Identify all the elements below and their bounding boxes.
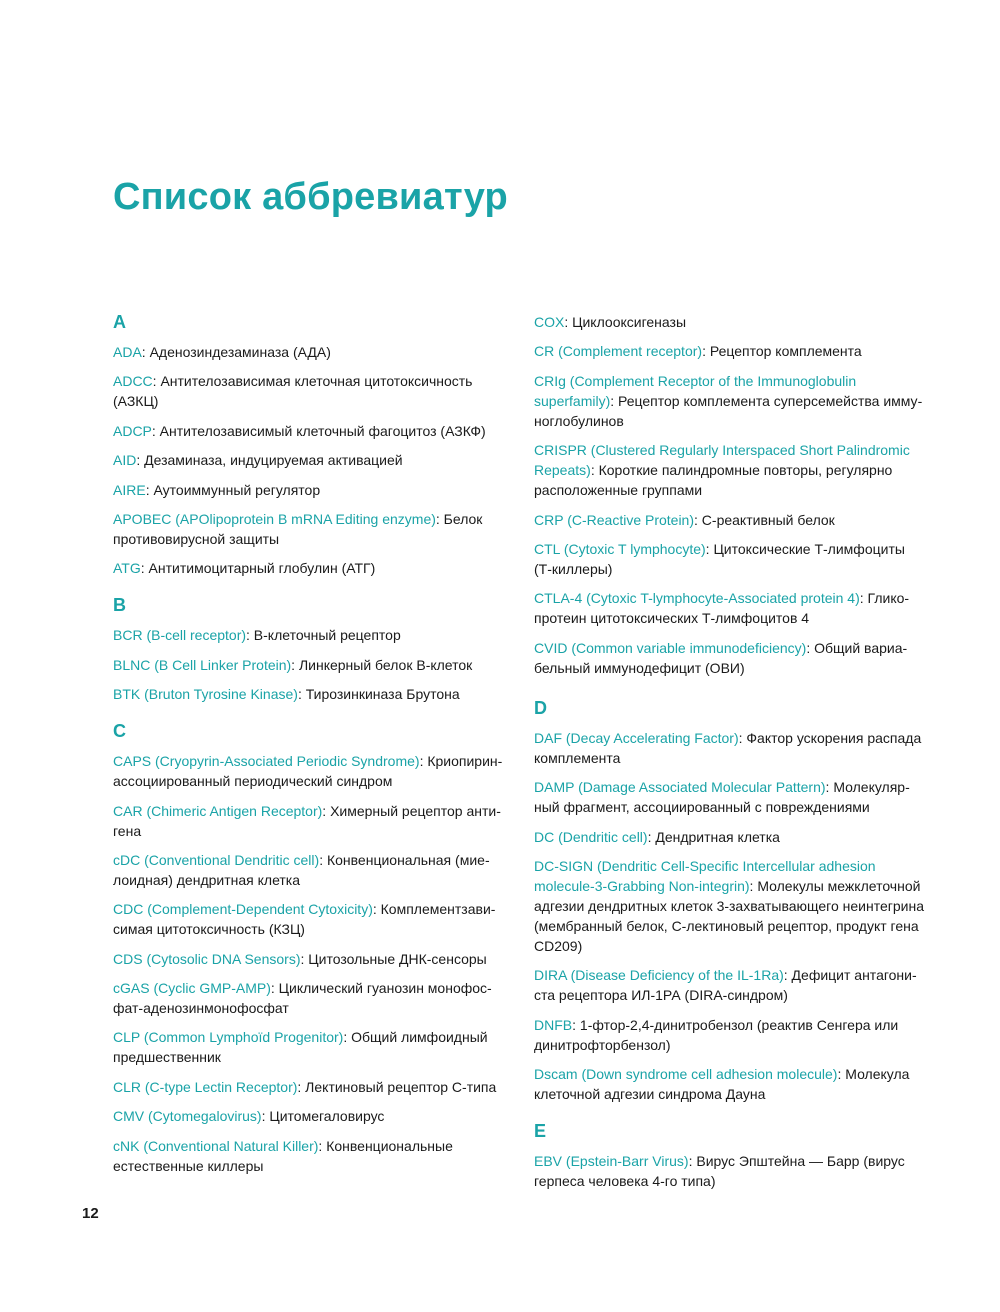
abbreviation-term: ADA [113,344,142,360]
glossary-entry [534,728,926,768]
glossary-entry [113,1027,503,1067]
abbreviation-term: AID [113,452,137,469]
abbreviation-term: DC (Dendritic cell) [534,828,648,845]
abbreviation-definition: : Химерный рецептор антигена [113,802,501,839]
abbreviation-term: CTL (Cytoxic T lymphocyte) [534,540,706,557]
abbreviation-definition: : Циклооксигеназы [564,314,687,330]
glossary-entry [113,421,503,441]
abbreviation-term: cNK (Conventional Natural Killer) [113,1137,319,1154]
abbreviation-definition: : Комплементзависимая цитотоксичность (КЗЦ) [113,901,496,938]
abbreviation-definition: : Рецептор комплемента [702,343,862,360]
abbreviation-definition: : Молекула клеточной адгезии синдрома Дауна [534,1066,910,1103]
glossary-entry [534,539,926,579]
abbreviation-term: COX [534,314,565,330]
glossary-entry [113,978,503,1018]
glossary-entry [534,341,926,361]
glossary-section [534,697,926,1104]
glossary-entry [534,777,926,817]
glossary-entry [113,480,503,500]
glossary-entry [113,625,503,645]
glossary-entry [113,684,503,704]
page-title: Список аббревиатур [113,176,508,218]
abbreviation-term: ATG [113,560,141,577]
abbreviation-term: CDS (Cytosolic DNA Sensors) [113,950,301,967]
abbreviation-term: CAR (Chimeric Antigen Receptor) [113,802,323,819]
abbreviation-definition: : В-клеточный рецептор [246,627,401,644]
section-letter: A [113,312,126,332]
abbreviation-term: EBV (Epstein-Barr Virus) [534,1153,689,1170]
glossary-section [534,312,926,678]
abbreviation-definition: : Цитомегаловирус [261,1108,385,1125]
abbreviation-term: ADCC [113,373,153,390]
abbreviation-definition: : Лектиновый рецептор С-типа [297,1078,497,1095]
abbreviation-definition: : С-реактивный белок [694,511,835,528]
abbreviation-term: DC-SIGN (Dendritic Cell-Specific Intercellular adhesion molecule-3-Grabbing Non-integrin) [534,857,876,894]
abbreviation-term: CRIg (Complement Receptor of the Immunoglobulin superfamily) [534,372,857,409]
abbreviation-definition: : Рецептор комплемента суперсемейства иммуноглобулинов [534,392,923,429]
glossary-entry [534,1064,926,1104]
glossary-entry [534,827,926,847]
abbreviation-term: BCR (B-cell receptor) [113,627,247,644]
glossary-entry [113,899,503,939]
abbreviation-definition: : Молекулярный фрагмент, ассоциированный с повреждениями [534,779,910,816]
glossary-entry [113,1106,503,1126]
abbreviation-definition: : Аутоиммунный регулятор [145,481,321,498]
abbreviation-definition: : Тирозинкиназа Брутона [297,686,460,703]
abbreviation-term: ADCP [113,422,152,439]
abbreviation-term: CLP (Common Lymphoïd Progenitor) [113,1029,344,1046]
abbreviation-definition: : Гликопротеин цитотоксических Т-лимфоцитов 4 [534,590,910,627]
glossary-entry [534,638,926,678]
abbreviation-definition: : Цитоксические Т-лимфоциты (Т-киллеры) [534,540,905,577]
glossary-entry [113,949,503,969]
abbreviation-definition: : Конвенциональные естественные киллеры [113,1137,453,1174]
abbreviation-term: CRISPR (Clustered Regularly Interspaced Short Palindromic Repeats) [534,442,910,479]
abbreviation-term: CR (Complement receptor) [534,343,703,360]
glossary-entry [534,371,926,431]
glossary-section [113,594,503,704]
section-letter: D [534,697,547,718]
glossary-entry [113,1136,503,1176]
abbreviation-definition: : Антителозависимый клеточный фагоцитоз (АЗКФ) [151,422,486,439]
abbreviation-definition: : Общий вариабельный иммунодефицит (ОВИ) [534,639,908,676]
abbreviation-definition: : Циклический гуанозин монофосфат-аденозинмонофосфат [113,980,492,1017]
section-letter: B [113,595,126,616]
abbreviation-term: CVID (Common variable immunodeficiency) [534,639,807,656]
glossary-entry [113,450,503,470]
glossary-entry [534,856,926,956]
glossary-entry [534,588,926,628]
abbreviation-definition: : Короткие палиндромные повторы, регулярно расположенные группами [534,462,893,499]
section-letter: C [113,721,126,742]
abbreviation-term: BLNC (B Cell Linker Protein) [113,656,292,673]
abbreviation-term: BTK (Bruton Tyrosine Kinase) [113,686,298,703]
abbreviation-term: DAMP (Damage Associated Molecular Pattern) [534,779,826,796]
abbreviation-term: DAF (Decay Accelerating Factor) [534,729,739,746]
abbreviation-definition: : Криопирин-ассоциированный периодический синдром [113,753,503,790]
abbreviation-definition: : Антителозависимая клеточная цитотоксичность (АЗКЦ) [113,373,473,410]
glossary-section [113,311,503,578]
abbreviation-definition: : Конвенциональная (миелоидная) дендритная клетка [113,851,490,888]
abbreviation-definition: : Белок противовирусной защиты [113,510,483,547]
glossary-entry [113,342,503,362]
abbreviation-definition: : Аденозиндезаминаза (АДА) [141,344,331,360]
abbreviation-term: CDC (Complement-Dependent Cytoxicity) [113,901,373,918]
abbreviation-term: DNFB [534,1016,573,1033]
abbreviation-definition: : Цитозольные ДНК-сенсоры [300,950,487,967]
glossary-entry [534,440,926,500]
glossary-entry [113,655,503,675]
glossary-entry [534,1015,926,1055]
glossary-entry [113,558,503,578]
glossary-entry [534,965,926,1005]
page-number: 12 [82,1205,99,1222]
glossary-entry [113,509,503,549]
glossary-entry [113,751,503,791]
glossary-entry [113,801,503,841]
abbreviation-term: cDC (Conventional Dendritic cell) [113,851,320,868]
abbreviation-term: CMV (Cytomegalovirus) [113,1108,262,1125]
section-letter: E [534,1121,547,1142]
abbreviation-definition: : Общий лимфоидный предшественник [113,1029,488,1066]
glossary-entry [534,510,926,530]
abbreviation-term: CRP (C-Reactive Protein) [534,511,695,528]
abbreviation-term: APOBEC (APOlipoprotein B mRNA Editing enzyme) [113,510,436,527]
glossary-section [113,720,503,1176]
glossary-entry [113,371,503,411]
abbreviation-definition: : 1-фтор-2,4-динитробензол (реактив Сенгера или динитрофторбензол) [534,1016,899,1053]
glossary-entry [534,312,926,332]
right-column [534,312,926,1207]
abbreviation-definition: : Линкерный белок В-клеток [291,656,473,673]
abbreviation-definition: : Фактор ускорения распада комплемента [534,729,922,766]
left-column [113,311,503,1192]
abbreviation-term: AIRE [113,481,146,498]
abbreviation-definition: : Вирус Эпштейна — Барр (вирус герпеса человека 4-го типа) [534,1153,905,1190]
abbreviation-term: cGAS (Cyclic GMP-AMP) [113,980,271,997]
abbreviation-definition: : Молекулы межклеточной адгезии дендритных клеток 3-захватывающего неинтегрина (мембранный белок, С-лектиновый рецептор, продукт гена CD209) [534,877,924,954]
glossary-section [534,1120,926,1191]
abbreviation-term: CLR (C-type Lectin Receptor) [113,1078,298,1095]
abbreviation-definition: : Дендритная клетка [647,828,780,845]
abbreviation-term: DIRA (Disease Deficiency of the IL-1Ra) [534,967,784,984]
glossary-entry [113,1077,503,1097]
abbreviation-definition: : Дезаминаза, индуцируемая активацией [136,452,403,469]
abbreviation-definition: : Антитимоцитарный глобулин (АТГ) [140,560,376,577]
abbreviation-term: CTLA-4 (Cytoxic T-lymphocyte-Associated protein 4) [534,590,860,607]
abbreviation-definition: : Дефицит антагониста рецептора ИЛ-1РА (DIRA-синдром) [534,967,917,1004]
glossary-entry [534,1151,926,1191]
abbreviation-term: Dscam (Down syndrome cell adhesion molecule) [534,1066,838,1083]
glossary-entry [113,850,503,890]
abbreviation-term: CAPS (Cryopyrin-Associated Periodic Syndrome) [113,753,420,770]
